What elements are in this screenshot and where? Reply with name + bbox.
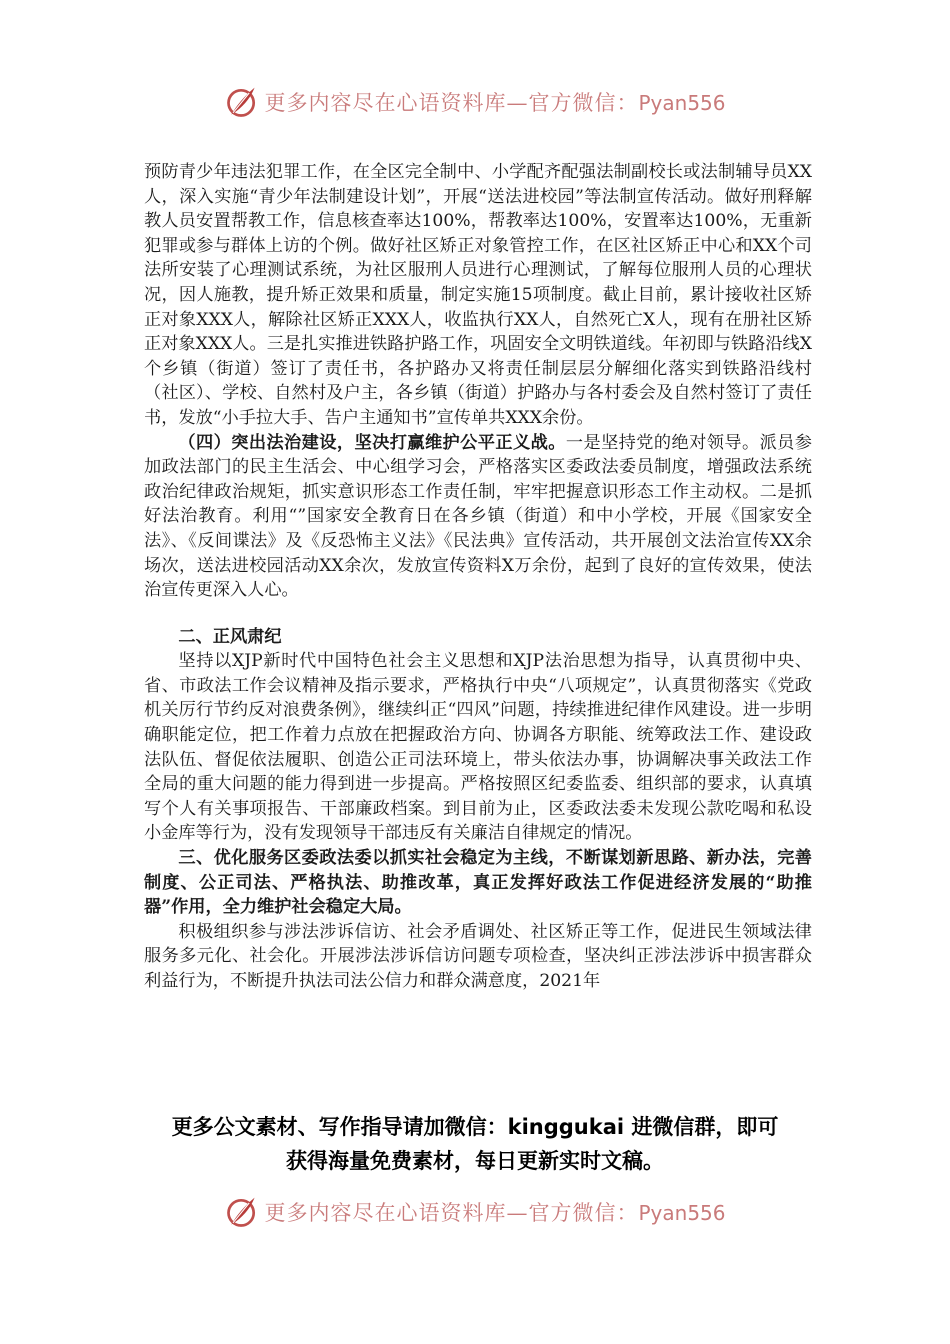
footer-banner — [0, 1192, 950, 1232]
quill-logo-icon — [224, 1194, 260, 1230]
section-heading: 二、正风肃纪 — [178, 626, 282, 647]
document-body — [144, 160, 812, 994]
banner-text: 更多内容尽在心语资料库—官方微信：Pyan556 — [264, 91, 726, 115]
section-heading: 三、优化服务区委政法委以抓实社会稳定为主线，不断谋划新思路、新办法，完善制度、公正司法、严格执法、助推改革，真正发挥好政法工作促进经济发展的“助推器”作用，全力维护社会稳定大局。 — [144, 848, 812, 918]
banner-text: 更多内容尽在心语资料库—官方微信：Pyan556 — [264, 1201, 726, 1225]
paragraph-text: 一是坚持党的绝对领导。派员参加政法部门的民主生活会、中心组学习会，严格落实区委政法委员制度，增强政法系统政治纪律政治规矩，抓实意识形态工作责任制，牢牢把握意识形态工作主动权。二是抓好法治教育。利用“”国家安全教育日在各乡镇（街道）和中小学校，开展《国家安全法》、《反间谍法》及《反恐怖主义法》《民法典》宣传活动，共开展创文法治宣传XX余场次，送法进校园活动XX余次，发放宣传资料X万余份，起到了良好的宣传效果，使法治宣传更深入人心。 — [144, 432, 812, 601]
paragraph — [144, 431, 812, 603]
header-banner — [0, 82, 950, 122]
paragraph: 积极组织参与涉法涉诉信访、社会矛盾调处、社区矫正等工作，促进民生领域法律服务多元化、社会化。开展涉法涉诉信访问题专项检查，坚决纠正涉法涉诉中损害群众利益行为，不断提升执法司法公信力和群众满意度，2021年 — [144, 921, 812, 991]
quill-logo-icon — [224, 84, 260, 120]
paragraph: 预防青少年违法犯罪工作，在全区完全制中、小学配齐配强法制副校长或法制辅导员XX人，深入实施“青少年法制建设计划”，开展“送法进校园”等法制宣传活动。做好刑释解教人员安置帮教工作，信息核查率达100%，帮教率达100%，安置率达100%，无重新犯罪或参与群体上访的个例。做好社区矫正对象管控工作，在区社区矫正中心和XX个司法所安装了心理测试系统，为社区服刑人员进行心理测试，了解每位服刑人员的心理状况，因人施教，提升矫正效果和质量，制定实施15项制度。截止目前，累计接收社区矫正对象XXX人，解除社区矫正XXX人，收监执行XX人，自然死亡X人，现有在册社区矫正对象XXX人。三是扎实推进铁路护路工作，巩固安全文明铁道线。年初即与铁路沿线X个乡镇（街道）签订了责任书，各护路办又将责任制层层分解细化落实到铁路沿线村（社区）、学校、自然村及户主，各乡镇（街道）护路办与各村委会及自然村签订了责任书，发放“小手拉大手、告户主通知书”宣传单共XXX余份。 — [144, 162, 812, 428]
promo-line-1: 更多公文素材、写作指导请加微信：kinggukai 进微信群，即可 — [171, 1115, 779, 1139]
promo-line-2: 获得海量免费素材，每日更新实时文稿。 — [286, 1149, 664, 1173]
section-heading: （四）突出法治建设，坚决打赢维护公平正义战。 — [178, 432, 566, 453]
paragraph: 坚持以XJP新时代中国特色社会主义思想和XJP法治思想为指导，认真贯彻中央、省、市政法工作会议精神及指示要求，严格执行中央“八项规定”，认真贯彻落实《党政机关厉行节约反对浪费条例》，继续纠正“四风”问题，持续推进纪律作风建设。进一步明确职能定位，把工作着力点放在把握政治方向、协调各方职能、统筹政法工作、建设政法队伍、督促依法履职、创造公正司法环境上，带头依法办事，协调解决事关政法工作全局的重大问题的能力得到进一步提高。严格按照区纪委监委、组织部的要求，认真填写个人有关事项报告、干部廉政档案。到目前为止，区委政法委未发现公款吃喝和私设小金库等行为，没有发现领导干部违反有关廉洁自律规定的情况。 — [144, 651, 812, 844]
promo-notice — [100, 1110, 850, 1178]
